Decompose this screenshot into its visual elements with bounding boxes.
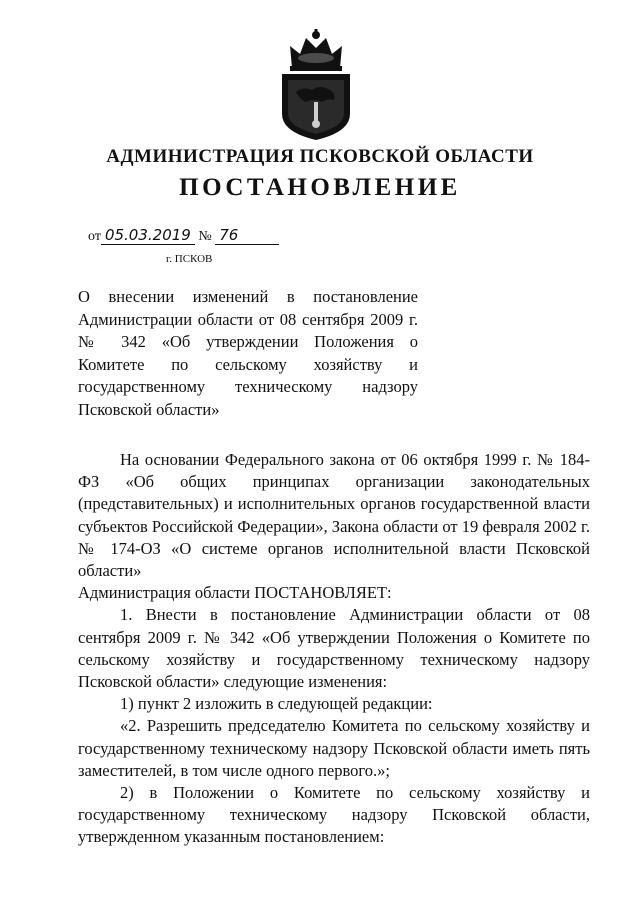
date-prefix: от — [88, 229, 101, 244]
pskov-coat-of-arms-icon — [278, 28, 354, 142]
document-body — [78, 449, 590, 849]
paragraph-basis: На основании Федерального закона от 06 октября 1999 г. № 184-ФЗ «Об общих принципах организации законодательных (представительных) и исполнительных органов государственной власти субъектов Российской Федерации», Закона области от 19 февраля 2002 г. № 174-ОЗ «О системе органов исполнительной власти Псковской области» — [78, 450, 590, 581]
document-subject: О внесении изменений в постановление Администрации области от 08 сентября 2009 г. № 342 «Об утверждении Положения о Комитете по сельскому хозяйству и государственному техническому надзору Псковской области» — [78, 287, 418, 419]
date-number-line — [88, 226, 279, 245]
date-value: 05.03.2019 — [101, 226, 195, 245]
number-value: 76 — [215, 226, 279, 245]
paragraph-item-1: 1. Внести в постановление Администрации области от 08 сентября 2009 г. № 342 «Об утверждении Положения о Комитете по сельскому хозяйству и государственному техническому надзору Псковской области» следующие изменения: — [78, 605, 590, 692]
document-type: ПОСТАНОВЛЕНИЕ — [179, 174, 461, 201]
paragraph-subitem-1: 1) пункт 2 изложить в следующей редакции: — [120, 694, 433, 714]
city: г. ПСКОВ — [166, 253, 213, 265]
paragraph-resolves: Администрация области ПОСТАНОВЛЯЕТ: — [78, 583, 392, 603]
paragraph-new-wording: «2. Разрешить председателю Комитета по сельскому хозяйству и государственному техническому надзору Псковской области иметь пять заместителей, в том числе одного первого.»; — [78, 716, 590, 780]
number-prefix: № — [198, 229, 212, 244]
paragraph-subitem-2: 2) в Положении о Комитете по сельскому хозяйству и государственному техническому надзору Псковской области, утвержденном указанным постановлением: — [78, 783, 590, 847]
organization-name: АДМИНИСТРАЦИЯ ПСКОВСКОЙ ОБЛАСТИ — [106, 146, 534, 167]
